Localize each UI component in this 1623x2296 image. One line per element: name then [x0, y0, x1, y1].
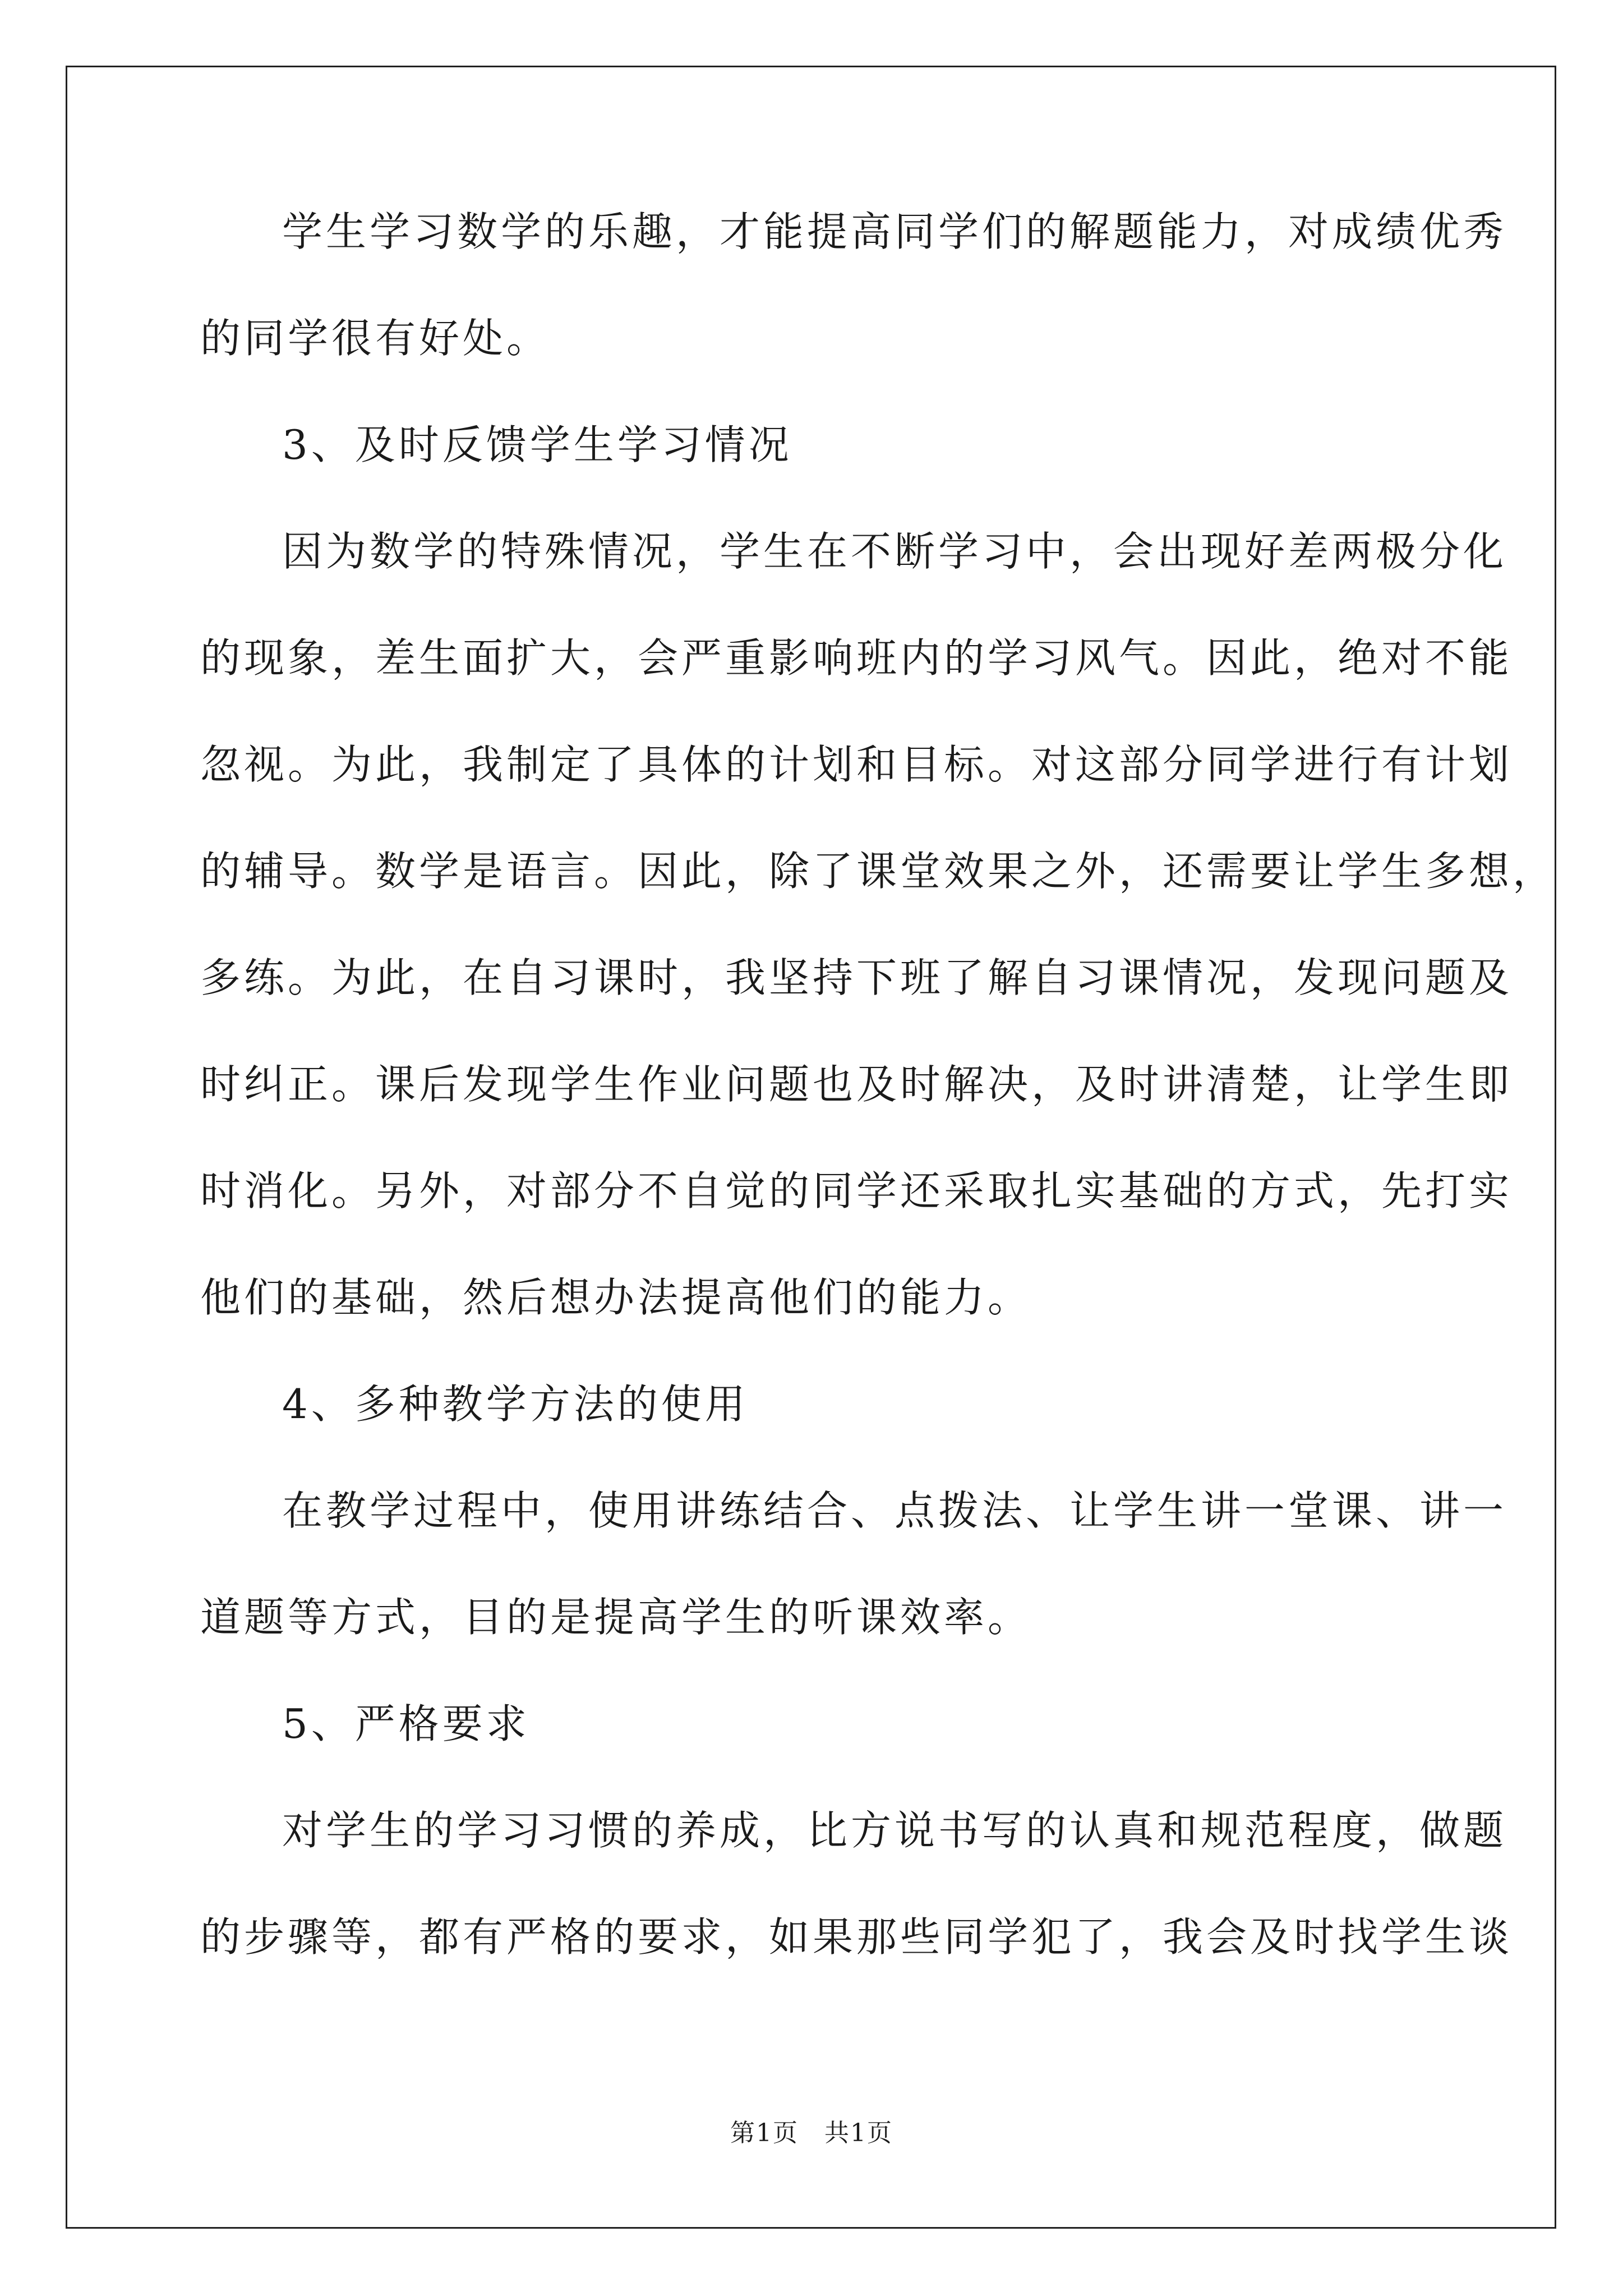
section-heading: 4、多种教学方法的使用 — [282, 1381, 749, 1428]
text-line: 对学生的学习习惯的养成，比方说书写的认真和规范程度，做题 — [282, 1807, 1507, 1854]
text-line: 在教学过程中，使用讲练结合、点拨法、让学生讲一堂课、讲一 — [282, 1487, 1507, 1534]
text-line: 的现象，差生面扩大，会严重影响班内的学习风气。因此，绝对不能 — [200, 634, 1513, 682]
text-line: 的辅导。数学是语言。因此，除了课堂效果之外，还需要让学生多想， — [200, 848, 1557, 895]
text-line: 道题等方式，目的是提高学生的听课效率。 — [200, 1594, 1032, 1641]
text-line: 多练。为此，在自习课时，我坚持下班了解自习课情况，发现问题及 — [200, 954, 1513, 1001]
text-line: 忽视。为此，我制定了具体的计划和目标。对这部分同学进行有计划 — [200, 741, 1513, 788]
text-line: 时消化。另外，对部分不自觉的同学还采取扎实基础的方式，先打实 — [200, 1167, 1513, 1214]
text-line: 因为数学的特殊情况，学生在不断学习中，会出现好差两极分化 — [282, 528, 1507, 575]
text-line: 时纠正。课后发现学生作业问题也及时解决，及时讲清楚，让学生即 — [200, 1061, 1513, 1108]
text-line: 的步骤等，都有严格的要求，如果那些同学犯了，我会及时找学生谈 — [200, 1913, 1513, 1961]
document-body — [200, 205, 1557, 2017]
text-line: 的同学很有好处。 — [200, 315, 551, 362]
section-heading: 5、严格要求 — [282, 1700, 530, 1747]
text-line: 学生学习数学的乐趣，才能提高同学们的解题能力，对成绩优秀 — [282, 208, 1507, 255]
section-heading: 3、及时反馈学生学习情况 — [282, 421, 792, 468]
text-line: 他们的基础，然后想办法提高他们的能力。 — [200, 1274, 1032, 1321]
page-number-footer: 第1页 共1页 — [730, 2119, 893, 2147]
